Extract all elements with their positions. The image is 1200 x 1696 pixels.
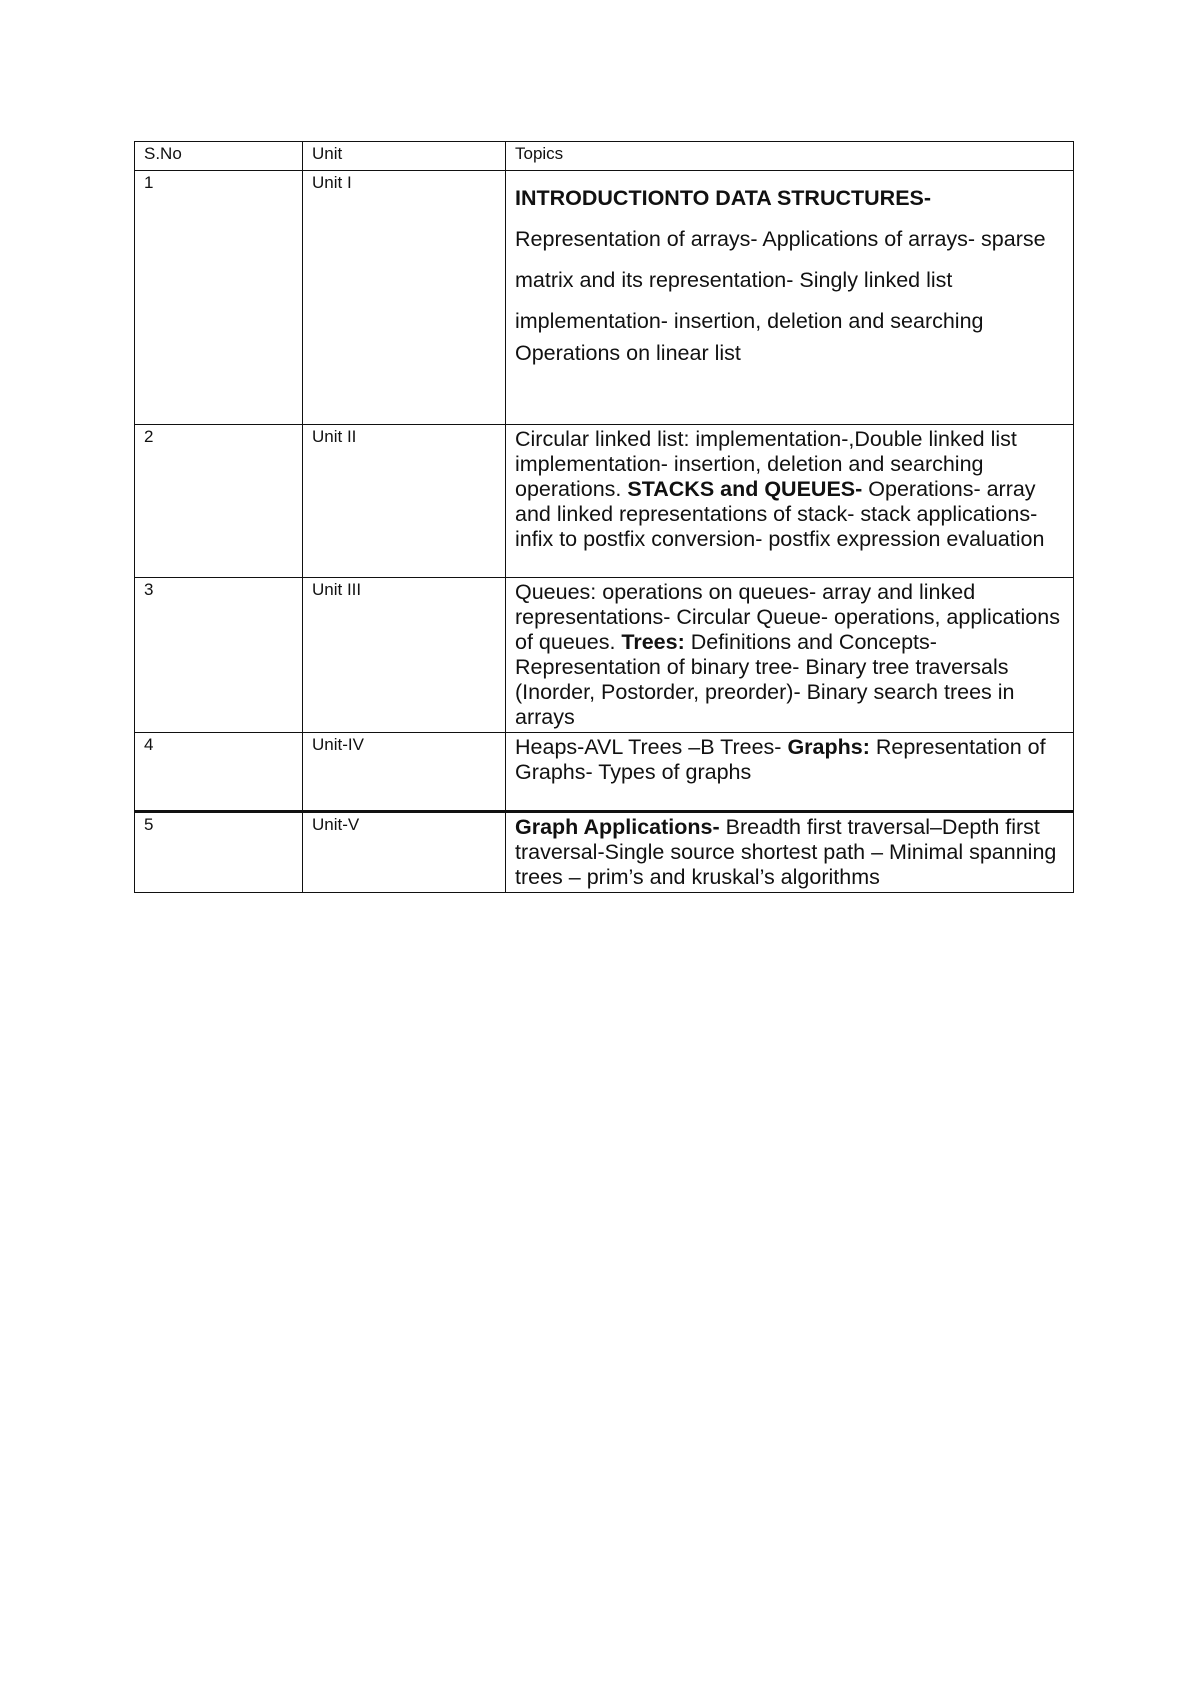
topic-extra: Operations on linear list bbox=[515, 341, 741, 365]
row-sno: 1 bbox=[135, 171, 303, 425]
row-unit: Unit III bbox=[303, 578, 506, 733]
topic-text: Definitions and Concepts- Representation of binary tree- Binary tree traversals (Inorder, Postorder, preorder)- Binary search trees in arrays bbox=[515, 630, 1015, 729]
header-unit: Unit bbox=[303, 142, 506, 171]
row-sno: 3 bbox=[135, 578, 303, 733]
topic-text: Representation of arrays- Applications of arrays- sparse matrix and its representation- Singly linked list implementation- insertion, deletion and searching bbox=[515, 227, 1046, 333]
topic-text: Queues: operations on queues- array and linked representations- Circular Queue- operations, applications of queues. bbox=[515, 580, 1060, 654]
row-topics bbox=[506, 578, 1074, 733]
topic-heading: Graphs: bbox=[787, 735, 870, 759]
topic-text: Circular linked list: implementation-,Double linked list implementation- insertion, deletion and searching operations. bbox=[515, 427, 1017, 501]
table-row bbox=[135, 812, 1074, 893]
topic-text: Breadth first traversal–Depth first traversal-Single source shortest path – Minimal spanning trees – prim’s and kruskal’s algorithms bbox=[515, 815, 1057, 889]
syllabus-table bbox=[134, 141, 1074, 893]
topic-text: Operations- array and linked representations of stack- stack applications- infix to postfix conversion- postfix expression evaluation bbox=[515, 477, 1045, 551]
topic-heading: Trees: bbox=[621, 630, 685, 654]
row-unit: Unit-IV bbox=[303, 733, 506, 812]
row-topics bbox=[506, 171, 1074, 425]
table-row bbox=[135, 578, 1074, 733]
row-unit: Unit-V bbox=[303, 812, 506, 893]
topic-heading: Graph Applications- bbox=[515, 815, 720, 839]
table-row bbox=[135, 733, 1074, 812]
header-topics: Topics bbox=[506, 142, 1074, 171]
table-row bbox=[135, 425, 1074, 578]
table-header-row bbox=[135, 142, 1074, 171]
topic-heading: STACKS and QUEUES- bbox=[627, 477, 863, 501]
table-row bbox=[135, 171, 1074, 425]
row-topics bbox=[506, 425, 1074, 578]
topic-text: Representation of Graphs- Types of graphs bbox=[515, 735, 1046, 784]
row-sno: 5 bbox=[135, 812, 303, 893]
row-topics bbox=[506, 733, 1074, 812]
row-sno: 4 bbox=[135, 733, 303, 812]
row-topics bbox=[506, 812, 1074, 893]
topic-text: Heaps-AVL Trees –B Trees- bbox=[515, 735, 788, 759]
row-sno: 2 bbox=[135, 425, 303, 578]
row-unit: Unit II bbox=[303, 425, 506, 578]
topic-heading: INTRODUCTIONTO DATA STRUCTURES- bbox=[515, 186, 932, 210]
header-sno: S.No bbox=[135, 142, 303, 171]
row-unit: Unit I bbox=[303, 171, 506, 425]
